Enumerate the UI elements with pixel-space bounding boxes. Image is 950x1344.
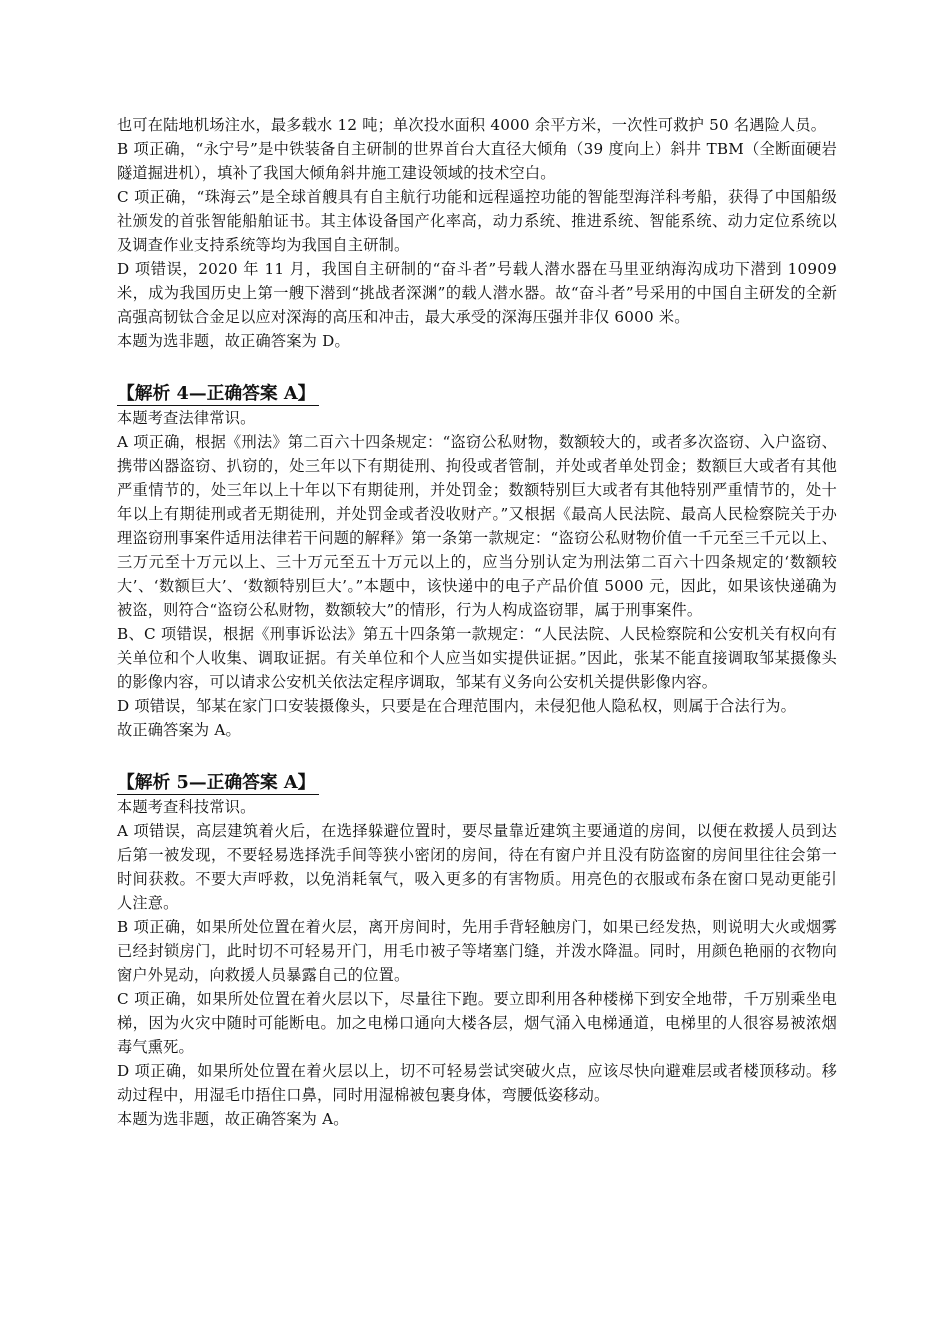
paragraph-option-b: B 项正确，如果所处位置在着火层，离开房间时，先用手背轻触房门，如果已经发热，则说明大火或烟雾已经封锁房门，此时切不可轻易开门，用毛巾被子等堵塞门缝，并泼水降温。同时，用颜色艳丽的衣物向窗户外晃动，向救援人员暴露自己的位置。 (117, 918, 837, 984)
document-page (117, 113, 837, 1131)
topic-line: 本题考查法律常识。 (117, 409, 256, 427)
section-5 (117, 771, 837, 1131)
section-3-tail (117, 113, 837, 353)
section-heading: 【解析 5—正确答案 A】 (117, 772, 319, 795)
paragraph-option-a: A 项错误，高层建筑着火后，在选择躲避位置时，要尽量靠近建筑主要通道的房间，以便在救援人员到达后第一被发现，不要轻易选择洗手间等狭小密闭的房间，待在有窗户并且没有防盗窗的房间里往往会第一时间获救。不要大声呼救，以免消耗氧气，吸入更多的有害物质。用亮色的衣服或布条在窗口晃动更能引人注意。 (117, 822, 837, 912)
answer-conclusion: 本题为选非题，故正确答案为 D。 (117, 332, 350, 350)
spacer (117, 742, 837, 771)
paragraph-option-c: C 项正确，“珠海云”是全球首艘具有自主航行功能和远程遥控功能的智能型海洋科考船，获得了中国船级社颁发的首张智能船舶证书。其主体设备国产化率高，动力系统、推进系统、智能系统、动力定位系统以及调查作业支持系统等均为我国自主研制。 (117, 188, 837, 254)
paragraph-option-d: D 项错误，2020 年 11 月，我国自主研制的“奋斗者”号载人潜水器在马里亚纳海沟成功下潜到 10909 米，成为我国历史上第一艘下潜到“挑战者深渊”的载人潜水器。故“奋斗者”号采用的中国自主研发的全新高强高韧钛合金足以应对深海的高压和冲击，最大承受的深海压强并非仅 6000 米。 (117, 260, 837, 326)
paragraph-option-b: B 项正确，“永宁号”是中铁装备自主研制的世界首台大直径大倾角（39 度向上）斜井 TBM（全断面硬岩隧道掘进机），填补了我国大倾角斜井施工建设领域的技术空白。 (117, 140, 837, 182)
section-4 (117, 382, 837, 742)
paragraph-option-d: D 项正确，如果所处位置在着火层以上，切不可轻易尝试突破火点，应该尽快向避难层或者楼顶移动。移动过程中，用湿毛巾捂住口鼻，同时用湿棉被包裹身体，弯腰低姿移动。 (117, 1062, 837, 1104)
topic-line: 本题考查科技常识。 (117, 798, 256, 816)
paragraph-option-d: D 项错误，邹某在家门口安装摄像头，只要是在合理范围内，未侵犯他人隐私权，则属于合法行为。 (117, 697, 797, 715)
paragraph-option-c: C 项正确，如果所处位置在着火层以下，尽量往下跑。要立即利用各种楼梯下到安全地带，千万别乘坐电梯，因为火灾中随时可能断电。加之电梯口通向大楼各层，烟气涌入电梯通道，电梯里的人很容易被浓烟毒气熏死。 (117, 990, 837, 1056)
spacer (117, 353, 837, 382)
paragraph-option-bc: B、C 项错误，根据《刑事诉讼法》第五十四条第一款规定：“人民法院、人民检察院和公安机关有权向有关单位和个人收集、调取证据。有关单位和个人应当如实提供证据。”因此，张某不能直接调取邹某摄像头的影像内容，可以请求公安机关依法定程序调取，邹某有义务向公安机关提供影像内容。 (117, 625, 837, 691)
paragraph-option-a: A 项正确，根据《刑法》第二百六十四条规定：“盗窃公私财物，数额较大的，或者多次盗窃、入户盗窃、携带凶器盗窃、扒窃的，处三年以下有期徒刑、拘役或者管制，并处或者单处罚金；数额巨大或者有其他严重情节的，处三年以上十年以下有期徒刑，并处罚金；数额特别巨大或者有其他特别严重情节的，处十年以上有期徒刑或者无期徒刑，并处罚金或者没收财产。”又根据《最高人民法院、最高人民检察院关于办理盗窃刑事案件适用法律若干问题的解释》第一条第一款规定：“盗窃公私财物价值一千元至三千元以上、三万元至十万元以上、三十万元至五十万元以上的，应当分别认定为刑法第二百六十四条规定的‘数额较大’、‘数额巨大’、‘数额特别巨大’。”本题中，该快递中的电子产品价值 5000 元，因此，如果该快递确为被盗，则符合“盗窃公私财物，数额较大”的情形，行为人构成盗窃罪，属于刑事案件。 (117, 433, 837, 619)
paragraph: 也可在陆地机场注水，最多载水 12 吨；单次投水面积 4000 余平方米，一次性可救护 50 名遇险人员。 (117, 116, 827, 134)
answer-conclusion: 故正确答案为 A。 (117, 721, 241, 739)
answer-conclusion: 本题为选非题，故正确答案为 A。 (117, 1110, 349, 1128)
section-heading: 【解析 4—正确答案 A】 (117, 383, 319, 406)
